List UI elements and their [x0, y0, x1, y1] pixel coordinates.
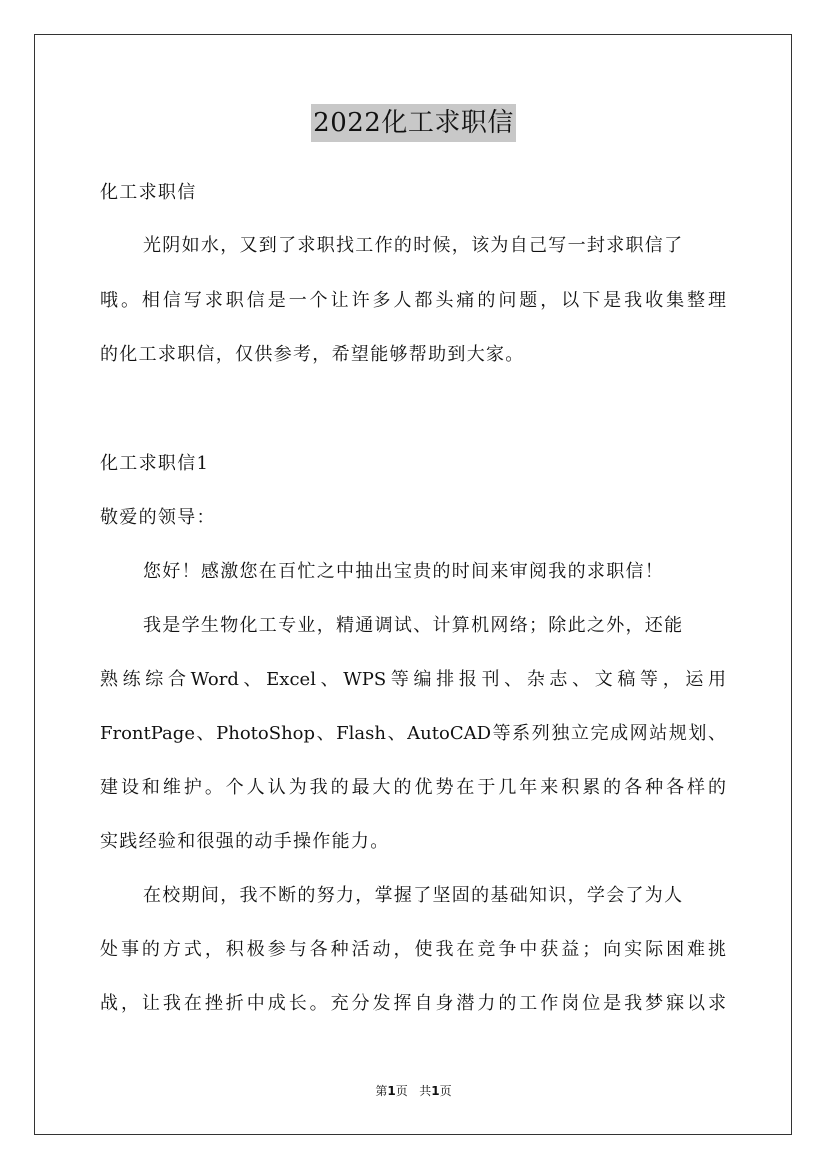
footer-page-number: 1 — [387, 1084, 396, 1098]
para1-line-4: 建设和维护。个人认为我的最大的优势在于几年来积累的各种各样的 — [100, 777, 726, 798]
footer-page-prefix: 第 — [375, 1084, 388, 1098]
footer-total-prefix: 共 — [419, 1084, 432, 1098]
document-title: 2022化工求职信 — [311, 104, 516, 142]
para2-line-1: 在校期间，我不断的努力，掌握了坚固的基础知识，学会了为人 — [143, 885, 684, 906]
greeting-line: 您好！感激您在百忙之中抽出宝贵的时间来审阅我的求职信！ — [143, 561, 665, 582]
para2-line-3: 战，让我在挫折中成长。充分发挥自身潜力的工作岗位是我梦寐以求 — [100, 993, 726, 1014]
para1-line-1: 我是学生物化工专业，精通调试、计算机网络；除此之外，还能 — [143, 615, 684, 636]
para1-line-3: FrontPage、PhotoShop、Flash、AutoCAD等系列独立完成网站规划、 — [100, 723, 726, 744]
footer-total-number: 1 — [431, 1084, 440, 1098]
intro-line-1: 光阴如水，又到了求职找工作的时候，该为自己写一封求职信了 — [143, 235, 684, 256]
document-subtitle: 化工求职信 — [100, 182, 197, 203]
para1-line-5: 实践经验和很强的动手操作能力。 — [100, 831, 390, 852]
page-footer — [0, 1082, 827, 1099]
para2-line-2: 处事的方式，积极参与各种活动，使我在竞争中获益；向实际困难挑 — [100, 939, 726, 960]
intro-line-3: 的化工求职信，仅供参考，希望能够帮助到大家。 — [100, 344, 525, 365]
para1-line-2: 熟练综合Word、Excel、WPS等编排报刊、杂志、文稿等，运用 — [100, 669, 726, 690]
intro-line-2: 哦。相信写求职信是一个让许多人都头痛的问题，以下是我收集整理 — [100, 290, 726, 311]
footer-page-suffix: 页 — [395, 1084, 408, 1098]
salutation: 敬爱的领导： — [100, 507, 216, 528]
footer-total-suffix: 页 — [439, 1084, 452, 1098]
letter-heading: 化工求职信1 — [100, 453, 210, 474]
title-container — [0, 104, 827, 142]
